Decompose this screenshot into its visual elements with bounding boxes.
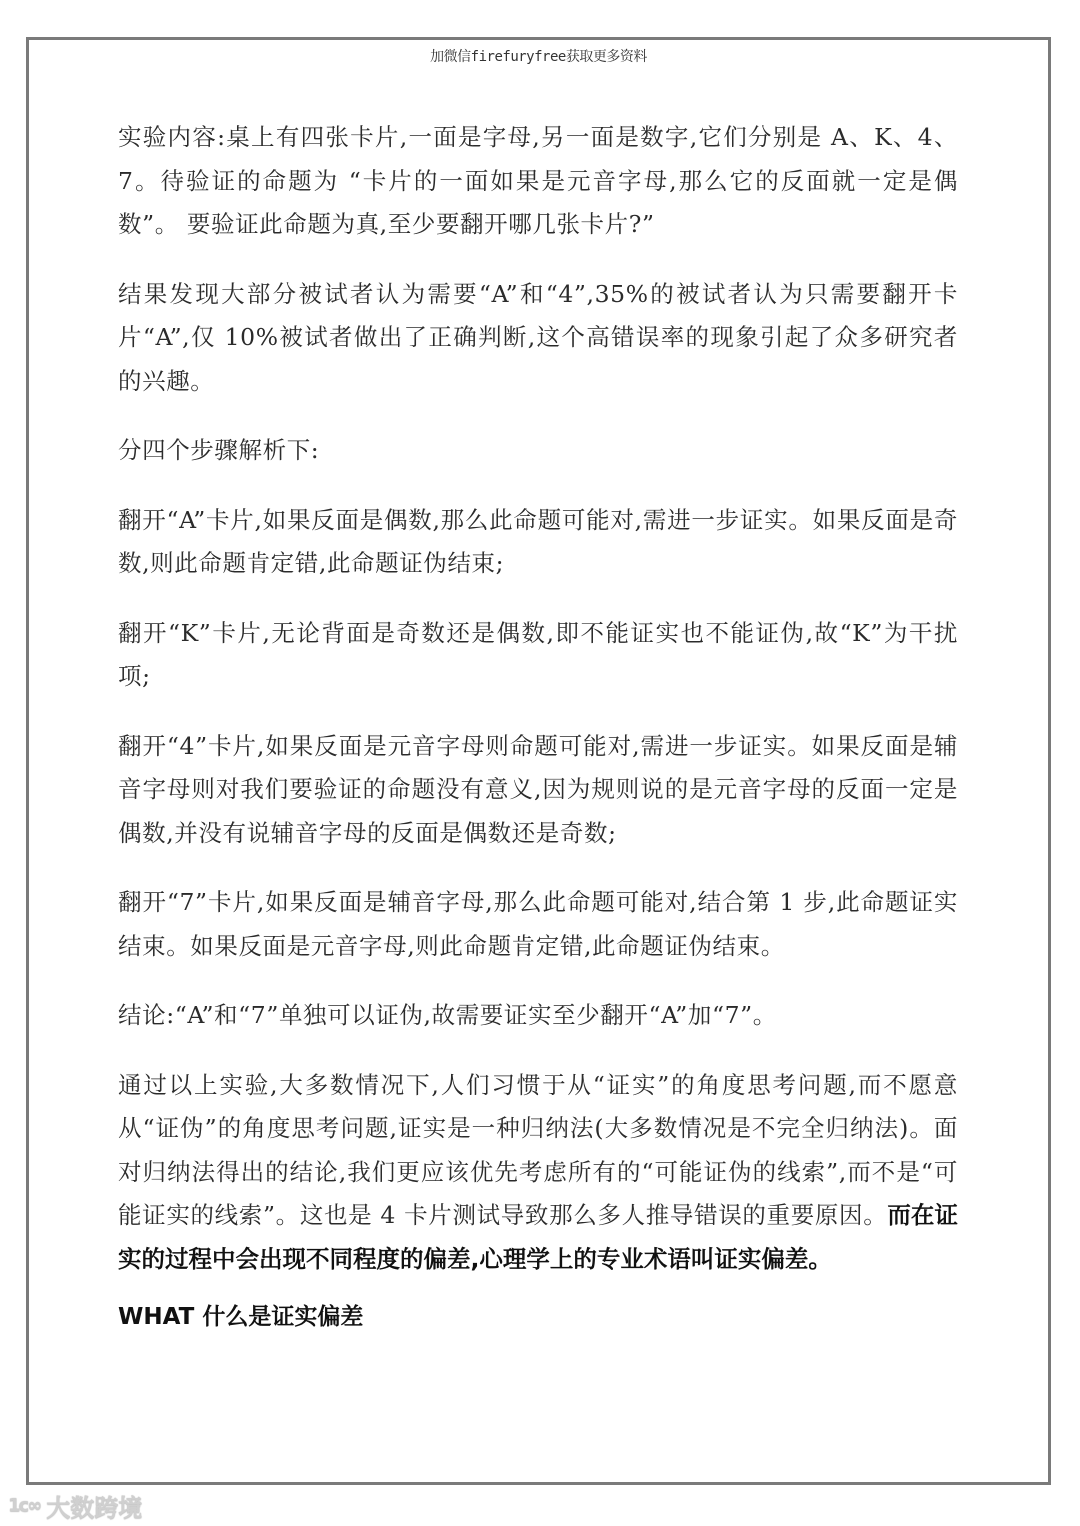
paragraph-step-4: 翻开“4”卡片,如果反面是元音字母则命题可能对,需进一步证实。如果反面是辅音字母则对我们要验证的命题没有意义,因为规则说的是元音字母的反面一定是偶数,并没有说辅音字母的反面是偶数还是奇数;: [118, 731, 958, 847]
summary-bold-text: 而在证实的过程中会出现不同程度的偏差,心理学上的专业术语叫证实偏差。: [118, 1201, 958, 1273]
document-page: [26, 37, 1051, 1485]
paragraph-conclusion: 结论:“A”和“7”单独可以证伪,故需要证实至少翻开“A”加“7”。: [118, 1001, 777, 1029]
paragraph-step-7: 翻开“7”卡片,如果反面是辅音字母,那么此命题可能对,结合第 1 步,此命题证实结束。如果反面是元音字母,则此命题肯定错,此命题证伪结束。: [118, 888, 958, 960]
watermark-logo-icon: 1c∞: [8, 1494, 41, 1516]
summary-normal-text: 通过以上实验,大多数情况下,人们习惯于从“证实”的角度思考问题,而不愿意从“证伪”的角度思考问题,证实是一种归纳法(大多数情况是不完全归纳法)。面对归纳法得出的结论,我们更应该优先考虑所有的“可能证伪的线索”,而不是“可能证实的线索”。这也是 4 卡片测试导致那么多人推导错误的重要原因。: [118, 1070, 958, 1229]
document-body: [118, 116, 958, 1337]
paragraph-summary: [118, 1064, 958, 1282]
watermark-text: 大数跨境: [46, 1493, 143, 1522]
paragraph-experiment: 实验内容:桌上有四张卡片,一面是字母,另一面是数字,它们分别是 A、K、4、7。待验证的命题为 “卡片的一面如果是元音字母,那么它的反面就一定是偶数”。 要验证此命题为真,至少要翻开哪几张卡片?”: [118, 123, 958, 238]
paragraph-step-a: 翻开“A”卡片,如果反面是偶数,那么此命题可能对,需进一步证实。如果反面是奇数,则此命题肯定错,此命题证伪结束;: [118, 505, 958, 577]
paragraph-steps-intro: 分四个步骤解析下:: [118, 436, 320, 464]
section-heading: WHAT 什么是证实偏差: [118, 1304, 364, 1330]
paragraph-results: 结果发现大部分被试者认为需要“A”和“4”,35%的被试者认为只需要翻开卡片“A”,仅 10%被试者做出了正确判断,这个高错误率的现象引起了众多研究者的兴趣。: [118, 279, 958, 395]
paragraph-step-k: 翻开“K”卡片,无论背面是奇数还是偶数,即不能证实也不能证伪,故“K”为干扰项;: [118, 618, 958, 690]
watermark: [8, 1488, 142, 1522]
header-note: 加微信firefuryfree获取更多资料: [430, 49, 647, 65]
